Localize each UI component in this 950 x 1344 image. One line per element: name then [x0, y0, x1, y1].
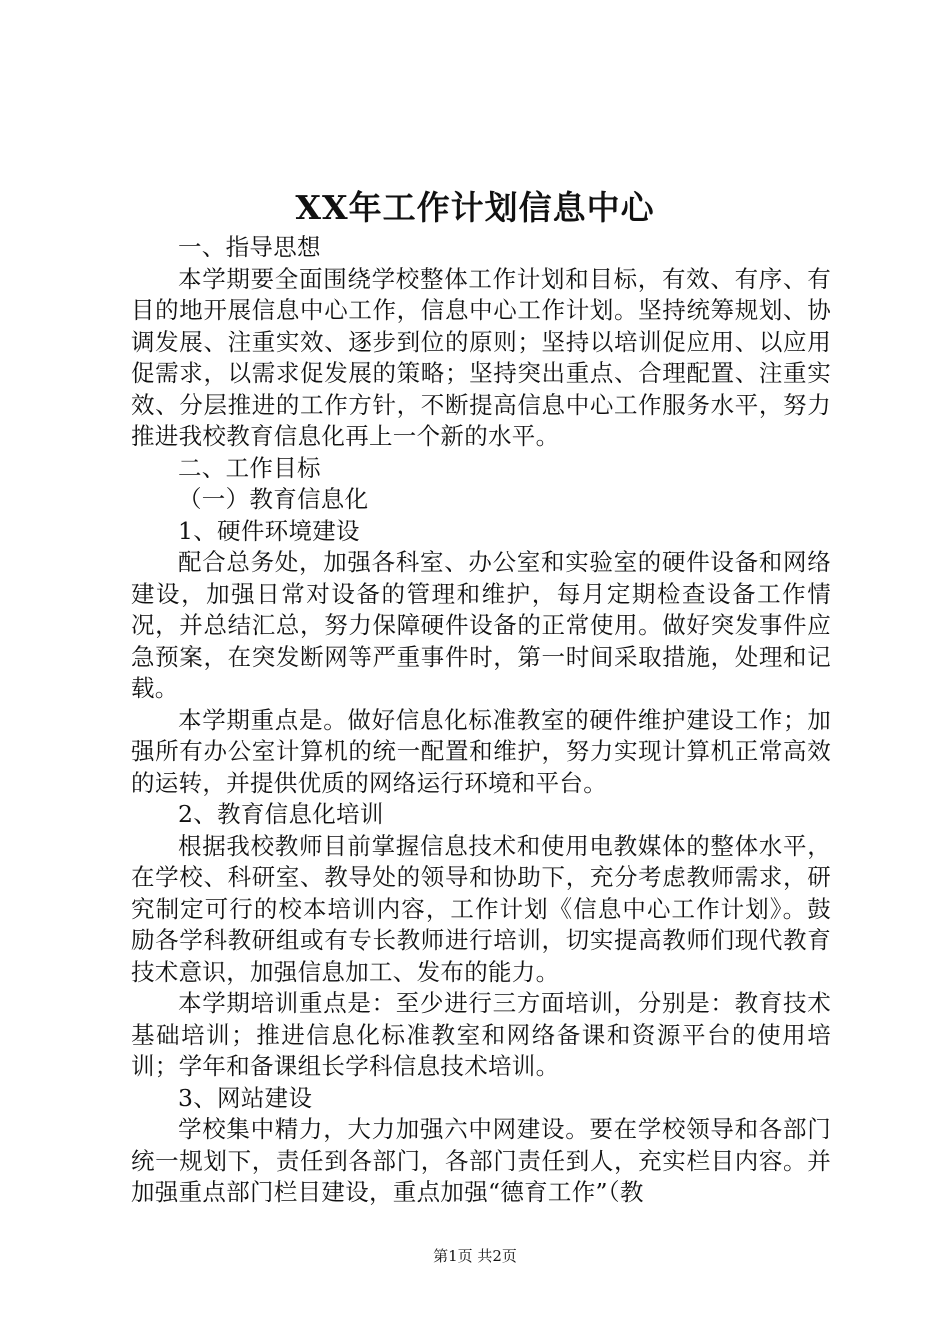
paragraph-guiding-thought: 本学期要全面围绕学校整体工作计划和目标，有效、有序、有目的地开展信息中心工作，信息中心工作计划。坚持统筹规划、协调发展、注重实效、逐步到位的原则；坚持以培训促应用、以应用促需求，以需求促发展的策略；坚持突出重点、合理配置、注重实效、分层推进的工作方针，不断提高信息中心工作服务水平，努力推进我校教育信息化再上一个新的水平。	[131, 264, 831, 450]
paragraph-hardware-1: 配合总务处，加强各科室、办公室和实验室的硬件设备和网络建设，加强日常对设备的管理和维护，每月定期检查设备工作情况，并总结汇总，努力保障硬件设备的正常使用。做好突发事件应急预案，在突发断网等严重事件时，第一时间采取措施，处理和记载。	[131, 548, 831, 702]
subsection-heading-education-informatization: （一）教育信息化	[178, 485, 369, 513]
item-heading-website: 3、网站建设	[178, 1083, 313, 1112]
paragraph-hardware-2: 本学期重点是。做好信息化标准教室的硬件维护建设工作；加强所有办公室计算机的统一配置和维护，努力实现计算机正常高效的运转，并提供优质的网络运行环境和平台。	[131, 705, 831, 797]
paragraph-training-1: 根据我校教师目前掌握信息技术和使用电教媒体的整体水平，在学校、科研室、教导处的领导和协助下，充分考虑教师需求，研究制定可行的校本培训内容，工作计划《信息中心工作计划》。鼓励各学科教研组或有专长教师进行培训，切实提高教师们现代教育技术意识，加强信息加工、发布的能力。	[131, 831, 831, 986]
document-title: XX年工作计划信息中心	[295, 188, 655, 227]
page-number-footer: 第1页 共2页	[433, 1247, 517, 1265]
document-body	[131, 232, 831, 1209]
paragraph-website-1: 学校集中精力，大力加强六中网建设。要在学校领导和各部门统一规划下，责任到各部门，各部门责任到人，充实栏目内容。并加强重点部门栏目建设，重点加强“德育工作”（教	[131, 1115, 831, 1206]
section-heading-work-goals: 二、工作目标	[178, 453, 321, 482]
paragraph-training-2: 本学期培训重点是：至少进行三方面培训，分别是：教育技术基础培训；推进信息化标准教室和网络备课和资源平台的使用培训；学年和备课组长学科信息技术培训。	[131, 989, 831, 1080]
item-heading-training: 2、教育信息化培训	[178, 800, 384, 828]
section-heading-guiding-thought: 一、指导思想	[178, 233, 321, 261]
item-heading-hardware: 1、硬件环境建设	[178, 516, 360, 545]
